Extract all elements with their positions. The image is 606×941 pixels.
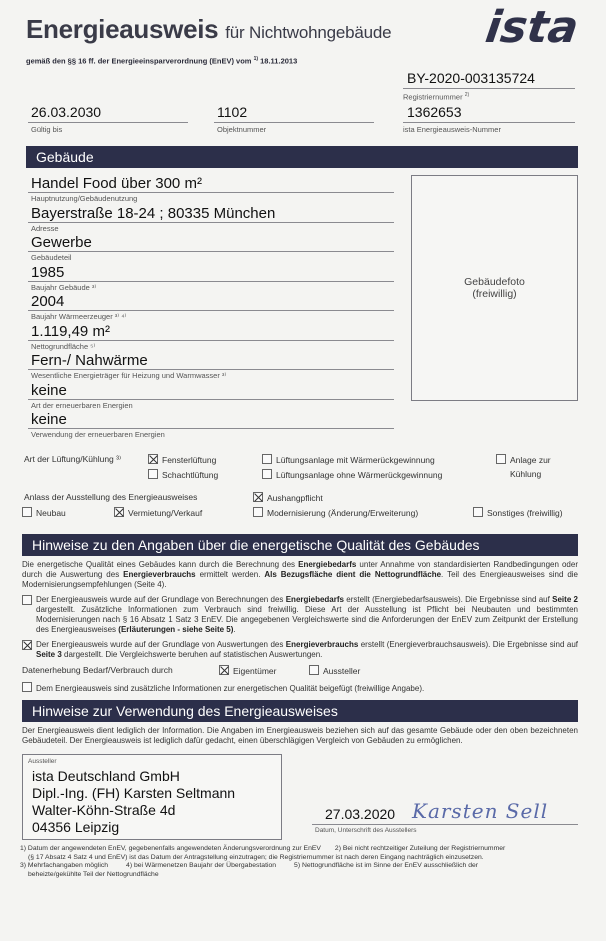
checkbox-sonstiges[interactable] <box>473 507 483 517</box>
option-additional-info[interactable]: Dem Energieausweis sind zusätzliche Informationen zur energetischen Qualität beigefügt (freiwillige Angabe). <box>22 682 578 694</box>
option-neubau[interactable]: Neubau <box>22 507 66 519</box>
building-field-label: Baujahr Wärmeerzeuger ³⁾ ⁴⁾ <box>31 312 127 321</box>
option-kuehlung-line2: Kühlung <box>510 469 542 479</box>
photo-optional-label: (freiwillig) <box>472 288 517 300</box>
divider <box>28 340 394 341</box>
registration-number: BY-2020-003135724 <box>407 70 535 86</box>
checkbox-energy-consumption[interactable] <box>22 640 32 650</box>
demand-text: Der Energieausweis wurde auf der Grundlage von Berechnungen des Energiebedarfs erstellt (Energiebedarfsausweis). Die Ergebnisse sind auf Seite 2 dargestellt. Zusätzliche Informationen zum Verbrauch sind freiwillig. Diese Art der Ausstellung ist Pflicht bei Neubauten und bestimmten Modernisierungen nach § 16 Absatz 1 Satz 3 EnEV. Die angegebenen Vergleichswerte sind die Anforderungen der EnEV zum Zeitpunkt der Erstellung des Energieausweises (Erläuterungen - siehe Seite 5). <box>36 595 579 634</box>
checkbox-additional-info[interactable] <box>22 682 32 692</box>
checkbox-neubau[interactable] <box>22 507 32 517</box>
building-field-label: Nettogrundfläche ⁵⁾ <box>31 341 96 351</box>
issuer-company: ista Deutschland GmbH <box>32 768 180 784</box>
option-kuehlung[interactable]: Anlage zur <box>496 454 551 466</box>
checkbox-eigentuemer[interactable] <box>219 665 229 675</box>
divider <box>28 310 394 311</box>
building-field-value: keine <box>31 411 67 428</box>
divider <box>28 369 394 370</box>
valid-until-label: Gültig bis <box>31 125 63 134</box>
option-eigentuemer[interactable]: Eigentümer <box>219 665 309 677</box>
divider <box>28 251 394 252</box>
ista-number-label: ista Energieausweis-Nummer <box>403 125 501 134</box>
checkbox-schachtlueftung[interactable] <box>148 469 158 479</box>
checkbox-aushangpflicht[interactable] <box>253 492 263 502</box>
consumption-option <box>22 640 578 660</box>
building-field-label: Adresse <box>31 223 59 233</box>
checkbox-energy-demand[interactable] <box>22 595 32 605</box>
checkbox-lueftung-ohne-wrg[interactable] <box>262 469 272 479</box>
divider <box>28 428 394 429</box>
building-field-value: Gewerbe <box>31 234 92 251</box>
footnote-3: 3) Mehrfachangaben möglich 4) bei Wärmenetzen Baujahr der Übergabestation 5) Nettogrundfläche ist im Sinne der EnEV ausschließlich der <box>20 862 479 869</box>
building-field-label: Wesentliche Energieträger für Heizung und Warmwasser ³⁾ <box>31 371 227 380</box>
lower-content <box>22 534 578 879</box>
issuer-label: Aussteller <box>28 758 57 765</box>
issuer-box <box>22 754 282 840</box>
option-aushangpflicht[interactable]: Aushangpflicht <box>253 492 323 504</box>
ista-logo: ista <box>482 2 582 53</box>
footnote-1: 1) Datum der angewendeten EnEV, gegebenenfalls angewendeten Änderungsverordnung zur EnEV 2) Bei nicht rechtzeitiger Zuteilung der Registriernummer <box>20 845 506 852</box>
section-bar-quality-notes: Hinweise zu den Angaben über die energetische Qualität des Gebäudes <box>22 534 578 556</box>
option-vermietung-verkauf[interactable]: Vermietung/Verkauf <box>114 507 202 519</box>
title-sub: für Nichtwohngebäude <box>225 23 392 42</box>
building-field-label: Art der erneuerbaren Energien <box>31 400 133 410</box>
option-lueftung-ohne-wrg[interactable]: Lüftungsanlage ohne Wärmerückgewinnung <box>262 469 442 481</box>
footnote-4: beheizte/gekühlte Teil der Nettogrundfläche <box>28 870 159 878</box>
checkbox-vermietung-verkauf[interactable] <box>114 507 124 517</box>
building-field-label: Verwendung der erneuerbaren Energien <box>31 430 165 439</box>
building-field-value: Bayerstraße 18-24 ; 80335 München <box>31 204 276 222</box>
checkbox-aussteller[interactable] <box>309 665 319 675</box>
section-bar-usage-notes: Hinweise zur Verwendung des Energieausweises <box>22 700 578 722</box>
issue-date: 27.03.2020 <box>325 806 396 822</box>
issuer-signature: Karsten Sell <box>412 799 549 823</box>
option-aussteller[interactable]: Aussteller <box>309 665 360 677</box>
title-main: Energieausweis <box>26 14 219 44</box>
consumption-text: Der Energieausweis wurde auf der Grundlage von Auswertungen des Energieverbrauchs erstellt (Energieverbrauchsausweis). Die Ergebnisse sind auf Seite 3 dargestellt. Die Vergleichswerte beruhen auf statistischen Auswertungen. <box>36 640 578 659</box>
footnotes <box>20 845 578 879</box>
building-field-label: Gebäudeteil <box>31 253 72 262</box>
building-field-value: Handel Food über 300 m² <box>31 175 202 192</box>
option-lueftung-mit-wrg[interactable]: Lüftungsanlage mit Wärmerückgewinnung <box>262 454 435 466</box>
building-field-label: Baujahr Gebäude ³⁾ <box>31 282 97 292</box>
issuer-person: Dipl.-Ing. (FH) Karsten Seltmann <box>32 785 236 801</box>
valid-until-value: 26.03.2030 <box>31 104 102 120</box>
data-collection-row <box>22 665 578 677</box>
building-field-value: keine <box>31 381 67 399</box>
footnote-2: (§ 17 Absatz 4 Satz 4 und EnEV) ist das Datum der Antragstellung einzutragen; die Registriernummer ist nach deren Eingang nachträglich einzusetzen. <box>28 853 484 861</box>
option-sonstiges[interactable]: Sonstiges (freiwillig) <box>473 507 563 519</box>
option-schachtlueftung[interactable]: Schachtlüftung <box>148 469 218 481</box>
data-collection-label: Datenerhebung Bedarf/Verbrauch durch <box>22 665 173 675</box>
object-number-label: Objektnummer <box>217 125 267 134</box>
signature-line <box>312 824 578 825</box>
divider <box>28 122 188 123</box>
building-photo-placeholder <box>411 175 578 401</box>
divider <box>28 281 394 282</box>
ista-number-value: 1362653 <box>407 104 462 120</box>
divider <box>28 399 394 400</box>
signature-label: Datum, Unterschrift des Ausstellers <box>315 827 417 834</box>
usage-text: Der Energieausweis dient lediglich der Information. Die Angaben im Energieausweis beziehen sich auf das gesamte Gebäude oder den oben bezeichneten Gebäudeteil. Der Energieausweis ist lediglich dafür gedacht, einen überschlägigen Vergleich von Gebäuden zu ermöglichen. <box>22 726 578 745</box>
option-modernisierung[interactable]: Modernisierung (Änderung/Erweiterung) <box>253 507 418 519</box>
checkbox-fensterlueftung[interactable] <box>148 454 158 464</box>
divider <box>403 122 575 123</box>
building-field-label: Hauptnutzung/Gebäudenutzung <box>31 194 138 203</box>
option-fensterlueftung[interactable]: Fensterlüftung <box>148 454 216 466</box>
quality-intro-text: Die energetische Qualität eines Gebäudes kann durch die Berechnung des Energiebedarfs unter Annahme von standardisierten Randbedingungen oder durch die Auswertung des Energieverbrauchs ermittelt werden. Als Bezugsfläche dient die Nettogrundfläche. Teil des Energieausweises sind die Modernisierungsempfehlungen (Seite 4). <box>22 560 579 589</box>
photo-label: Gebäudefoto <box>464 276 525 288</box>
building-field-value: 2004 <box>31 293 65 310</box>
checkbox-modernisierung[interactable] <box>253 507 263 517</box>
subtitle: gemäß den §§ 16 ff. der Energieeinsparverordnung (EnEV) vom $^{1)}$ 18.11.2013 <box>26 56 298 66</box>
registration-label: Registriernummer $^{2)}$ <box>403 92 470 102</box>
checkbox-kuehlung[interactable] <box>496 454 506 464</box>
issuer-city: 04356 Leipzig <box>32 819 120 835</box>
demand-option <box>22 595 578 635</box>
checkbox-lueftung-mit-wrg[interactable] <box>262 454 272 464</box>
issuer-address <box>32 768 235 836</box>
document-title <box>26 14 391 45</box>
building-field-value: 1985 <box>31 263 65 281</box>
divider <box>214 122 374 123</box>
divider <box>28 192 394 193</box>
divider <box>403 88 575 89</box>
issuer-street: Walter-Köhn-Straße 4d <box>32 802 176 818</box>
reason-label: Anlass der Ausstellung des Energieausweises <box>24 492 198 502</box>
object-number-value: 1102 <box>217 104 248 120</box>
section-bar-building: Gebäude <box>26 146 578 168</box>
building-field-value: 1.119,49 m² <box>31 322 110 340</box>
issuer-row <box>22 754 578 842</box>
building-field-value: Fern-/ Nahwärme <box>31 352 148 369</box>
divider <box>28 222 394 223</box>
ventilation-label: Art der Lüftung/Kühlung ³⁾ <box>24 454 122 464</box>
